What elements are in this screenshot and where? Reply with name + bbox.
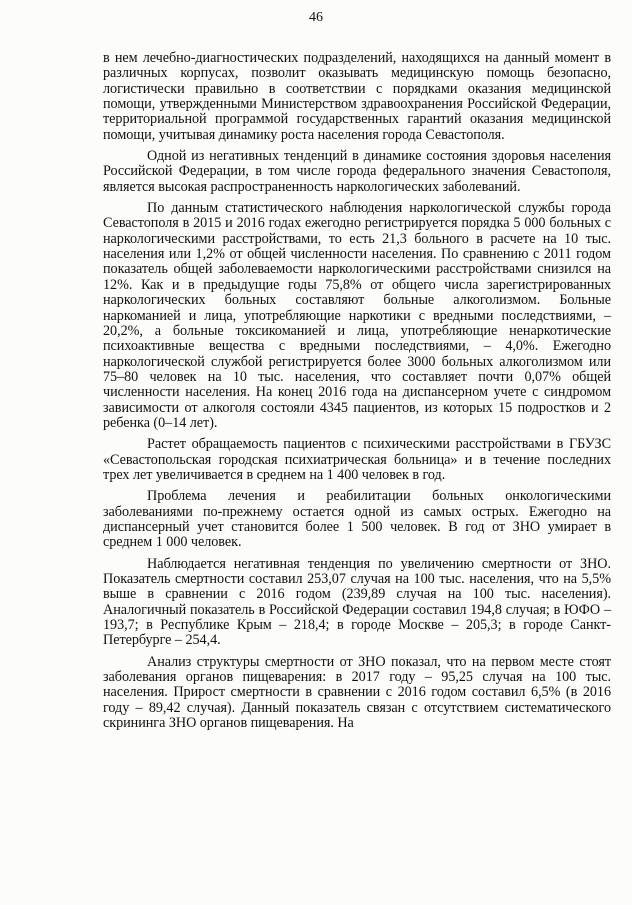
paragraph-cancer-mortality: Наблюдается негативная тенденция по увеличению смертности от ЗНО. Показатель смертности составил 253,07 случая на 100 тыс. населения, что на 5,5% выше в сравнении с 2016 годом (239,89 случая на 100 тыс. населения). Аналогичный показатель в Российской Федерации составил 194,8 случая; в ЮФО – 193,7; в Республике Крым – 218,4; в городе Москве – 205,3; в городе Санкт-Петербурге – 254,4. [103,555,611,649]
paragraph-mortality-structure: Анализ структуры смертности от ЗНО показал, что на первом месте стоят заболевания органов пищеварения: в 2017 году – 95,25 случая на 100 тыс. населения. Прирост смертности в сравнении с 2016 годом составил 6,5% (в 2016 году – 89,42 случая). Данный показатель связан с отсутствием систематического скрининга ЗНО органов пищеварения. На [103,653,611,732]
paragraph-negative-trends: Одной из негативных тенденций в динамике состояния здоровья населения Российской Федерации, в том числе города федерального значения Севастополя, является высокая распространенность наркологических заболеваний. [103,148,611,195]
paragraph-oncology-problem: Проблема лечения и реабилитации больных онкологическими заболеваниями по-прежнему остается одной из самых острых. Ежегодно на диспансерный учет становится более 1 500 человек. В год от ЗНО умирает в среднем 1 000 человек. [103,488,611,551]
paragraph-continuation: в нем лечебно-диагностических подразделений, находящихся на данный момент в различных корпусах, позволит оказывать медицинскую помощь безопасно, логистически правильно в соответствии с порядками оказания медицинской помощи, утвержденными Министерством здравоохранения Российской Федерации, территориальной программой государственных гарантий оказания медицинской помощи, учитывая динамику роста населения города Севастополя. [103,50,611,143]
page-number: 46 [309,10,323,25]
paragraph-psychiatric-care: Растет обращаемость пациентов с психическими расстройствами в ГБУЗС «Севастопольская городская психиатрическая больница» и в течение последних трех лет увеличивается в среднем на 1 400 человек в год. [103,436,611,483]
paragraph-narcology-statistics: По данным статистического наблюдения наркологической службы города Севастополя в 2015 и 2016 годах ежегодно регистрируется порядка 5 000 больных с наркологическими расстройствами, то есть 21,3 больного в расчете на 10 тыс. населения или 1,2% от общей численности населения. По сравнению с 2011 годом показатель общей заболеваемости наркологическими расстройствами снизился на 12%. Как и в предыдущие годы 75,8% от общего числа зарегистрированных наркологических больных составляют больные алкоголизмом. Больные наркоманией и лица, употребляющие наркотики с вредными последствиями, – 20,2%, а больные токсикоманией и лица, употребляющие ненаркотические психоактивные вещества с вредными последствиями, – 4,0%. Ежегодно наркологической службой регистрируется более 3000 больных алкоголизмом или 75–80 человек на 10 тыс. населения, что составляет почти 0,07% общей численности населения. На конец 2016 года на диспансерном учете с синдромом зависимости от алкоголя состояли 4345 пациентов, из которых 15 подростков и 2 ребенка (0–14 лет). [103,200,611,431]
document-body [103,51,611,737]
